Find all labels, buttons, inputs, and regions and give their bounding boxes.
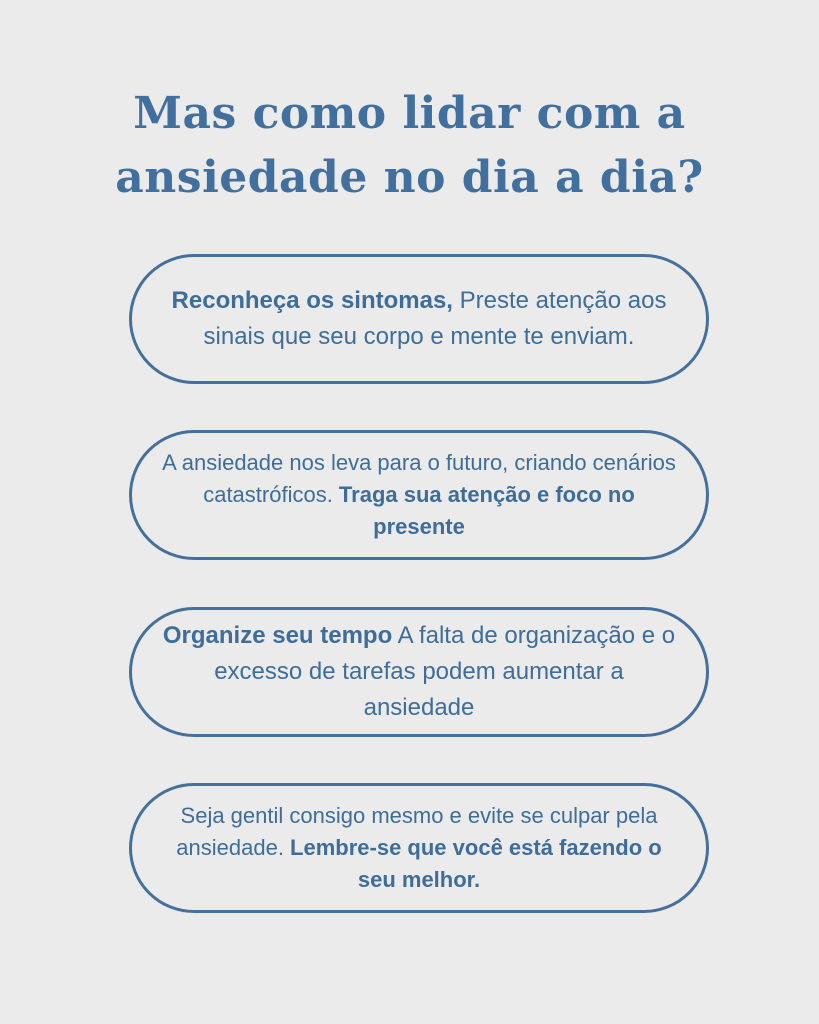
tip-body: A ansiedade nos leva para o futuro, criando cenários catastróficos. [162, 450, 676, 507]
tip-card-organize-time [129, 607, 709, 737]
title-line-2: ansiedade no dia a dia? [115, 152, 704, 203]
tip-bold-tail: Traga sua atenção e foco no presente [332, 482, 635, 539]
tip-card-be-kind [129, 783, 709, 913]
tip-card-focus-present [129, 430, 709, 560]
tip-text [162, 800, 676, 896]
page-title [0, 82, 819, 210]
tip-body: A falta de organização e o excesso de tarefas podem aumentar a ansiedade [214, 622, 676, 721]
tip-body: Preste atenção aos sinais que seu corpo e mente te enviam. [203, 287, 667, 350]
tip-text [162, 618, 676, 726]
tip-bold-lead: Reconheça os sintomas, [171, 287, 453, 314]
tip-bold-tail: Lembre-se que você está fazendo o seu melhor. [283, 835, 662, 892]
tip-text [162, 283, 676, 355]
title-line-1: Mas como lidar com a [133, 88, 686, 139]
tip-bold-lead: Organize seu tempo [162, 622, 393, 649]
tip-body: Seja gentil consigo mesmo e evite se culpar pela ansiedade. [176, 803, 658, 860]
tip-card-recognize-symptoms [129, 254, 709, 384]
tip-text [162, 447, 676, 543]
